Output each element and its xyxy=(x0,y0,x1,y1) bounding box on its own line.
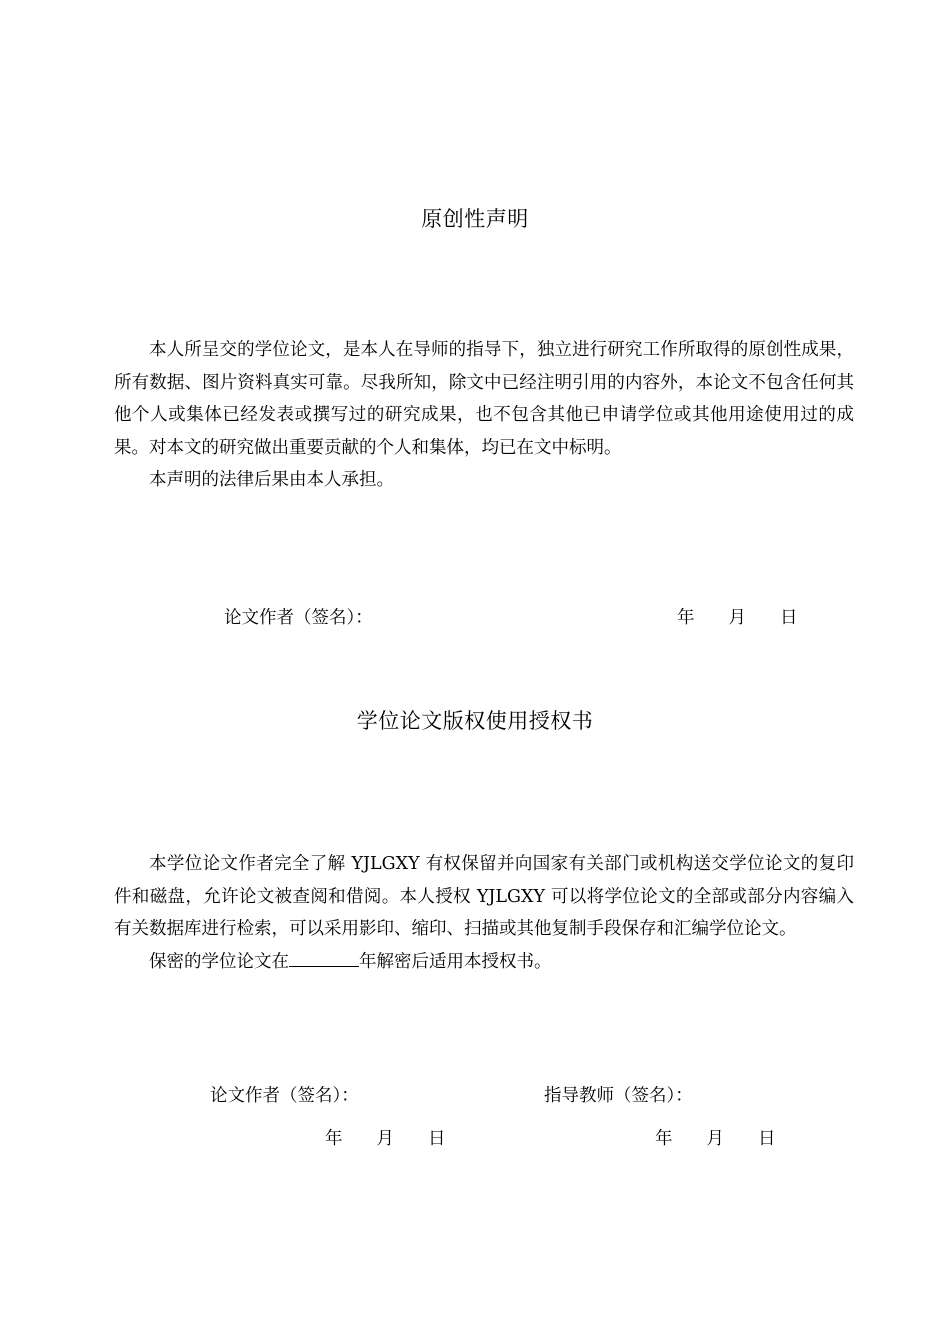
author-signature-label: 论文作者（签名）： xyxy=(210,1086,359,1106)
declaration-title: 原创性声明 xyxy=(421,207,529,231)
date-year: 年 xyxy=(655,1129,673,1149)
declaration-paragraph-1: 本人所呈交的学位论文，是本人在导师的指导下，独立进行研究工作所取得的原创性成果，所有数据、图片资料真实可靠。尽我所知，除文中已经注明引用的内容外，本论文不包含任何其他个人或集体已经发表或撰写过的研究成果，也不包含其他已申请学位或其他用途使用过的成果。对本文的研究做出重要贡献的个人和集体，均已在文中标明。 xyxy=(114,340,854,458)
authorization-title: 学位论文版权使用授权书 xyxy=(356,709,594,733)
declaration-body xyxy=(114,334,854,497)
declaration-paragraph-2: 本声明的法律后果由本人承担。 xyxy=(149,470,394,490)
author-date xyxy=(325,1125,446,1150)
date-day: 日 xyxy=(758,1129,776,1149)
date-month: 月 xyxy=(706,1129,724,1149)
advisor-date xyxy=(655,1125,776,1150)
authorization-body xyxy=(114,848,854,978)
secrecy-line xyxy=(114,946,854,979)
date-day: 日 xyxy=(428,1129,446,1149)
authorization-paragraph-1: 本学位论文作者完全了解 YJLGXY 有权保留并向国家有关部门或机构送交学位论文的复印件和磁盘，允许论文被查阅和借阅。本人授权 YJLGXY 可以将学位论文的全部或部分内容编入有关数据库进行检索，可以采用影印、缩印、扫描或其他复制手段保存和汇编学位论文。 xyxy=(114,854,854,939)
date-day: 日 xyxy=(780,608,798,628)
date-month: 月 xyxy=(376,1129,394,1149)
advisor-signature-label: 指导教师（签名）： xyxy=(544,1086,693,1106)
secrecy-prefix: 保密的学位论文在 xyxy=(149,951,289,972)
declaration-signature-label: 论文作者（签名）： xyxy=(224,608,373,628)
declaration-date xyxy=(677,604,798,629)
secrecy-years-blank xyxy=(289,948,359,967)
date-month: 月 xyxy=(728,608,746,628)
date-year: 年 xyxy=(325,1129,343,1149)
date-year: 年 xyxy=(677,608,695,628)
secrecy-suffix: 年解密后适用本授权书。 xyxy=(359,951,552,972)
